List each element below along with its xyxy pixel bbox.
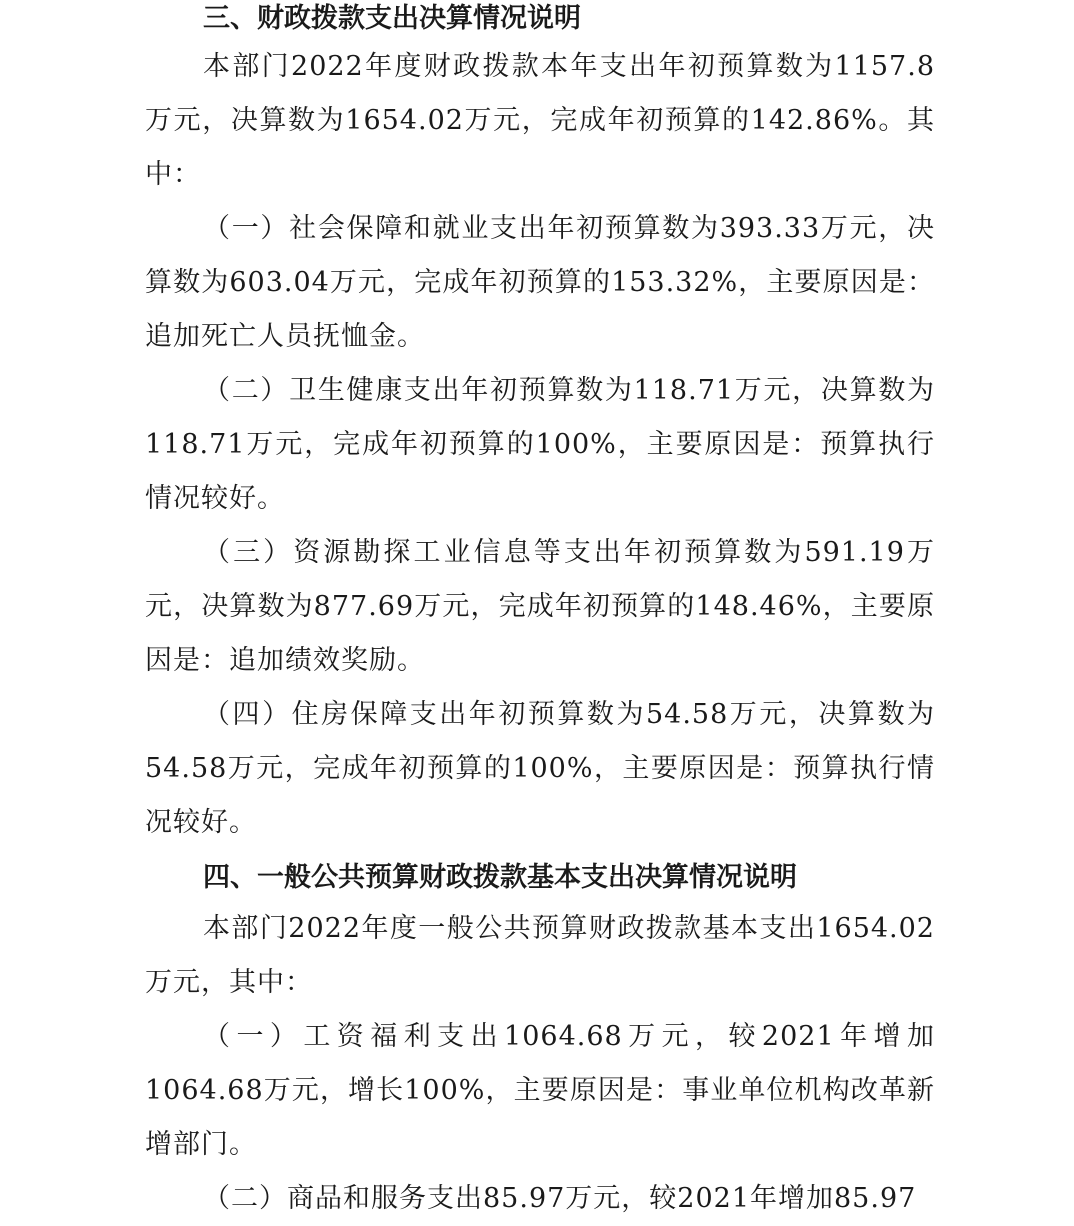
section-4-intro-paragraph: 本部门2022年度一般公共预算财政拨款基本支出1654.02万元，其中：	[145, 913, 935, 998]
section-3-item-3-paragraph: （三）资源勘探工业信息等支出年初预算数为591.19万元，决算数为877.69万元，完成年初预算的148.46%，主要原因是：追加绩效奖励。	[145, 537, 935, 676]
section-3-intro-paragraph: 本部门2022年度财政拨款本年支出年初预算数为1157.8万元，决算数为1654.02万元，完成年初预算的142.86%。其中：	[145, 51, 935, 190]
section-4-item-2-paragraph: （二）商品和服务支出85.97万元，较2021年增加85.97	[203, 1183, 917, 1214]
section-3-heading: 三、财政拨款支出决算情况说明	[203, 3, 581, 34]
document-page	[145, 0, 935, 1226]
section-4-item-1-paragraph: （一）工资福利支出1064.68万元，较2021年增加1064.68万元，增长100%，主要原因是：事业单位机构改革新增部门。	[145, 1021, 935, 1160]
section-3-item-2-paragraph: （二）卫生健康支出年初预算数为118.71万元，决算数为118.71万元，完成年初预算的100%，主要原因是：预算执行情况较好。	[145, 375, 935, 514]
section-3-item-4-paragraph: （四）住房保障支出年初预算数为54.58万元，决算数为54.58万元，完成年初预算的100%，主要原因是：预算执行情况较好。	[145, 699, 935, 838]
section-3-item-1-paragraph: （一）社会保障和就业支出年初预算数为393.33万元，决算数为603.04万元，完成年初预算的153.32%，主要原因是：追加死亡人员抚恤金。	[145, 213, 935, 352]
section-4-heading: 四、一般公共预算财政拨款基本支出决算情况说明	[203, 862, 797, 893]
